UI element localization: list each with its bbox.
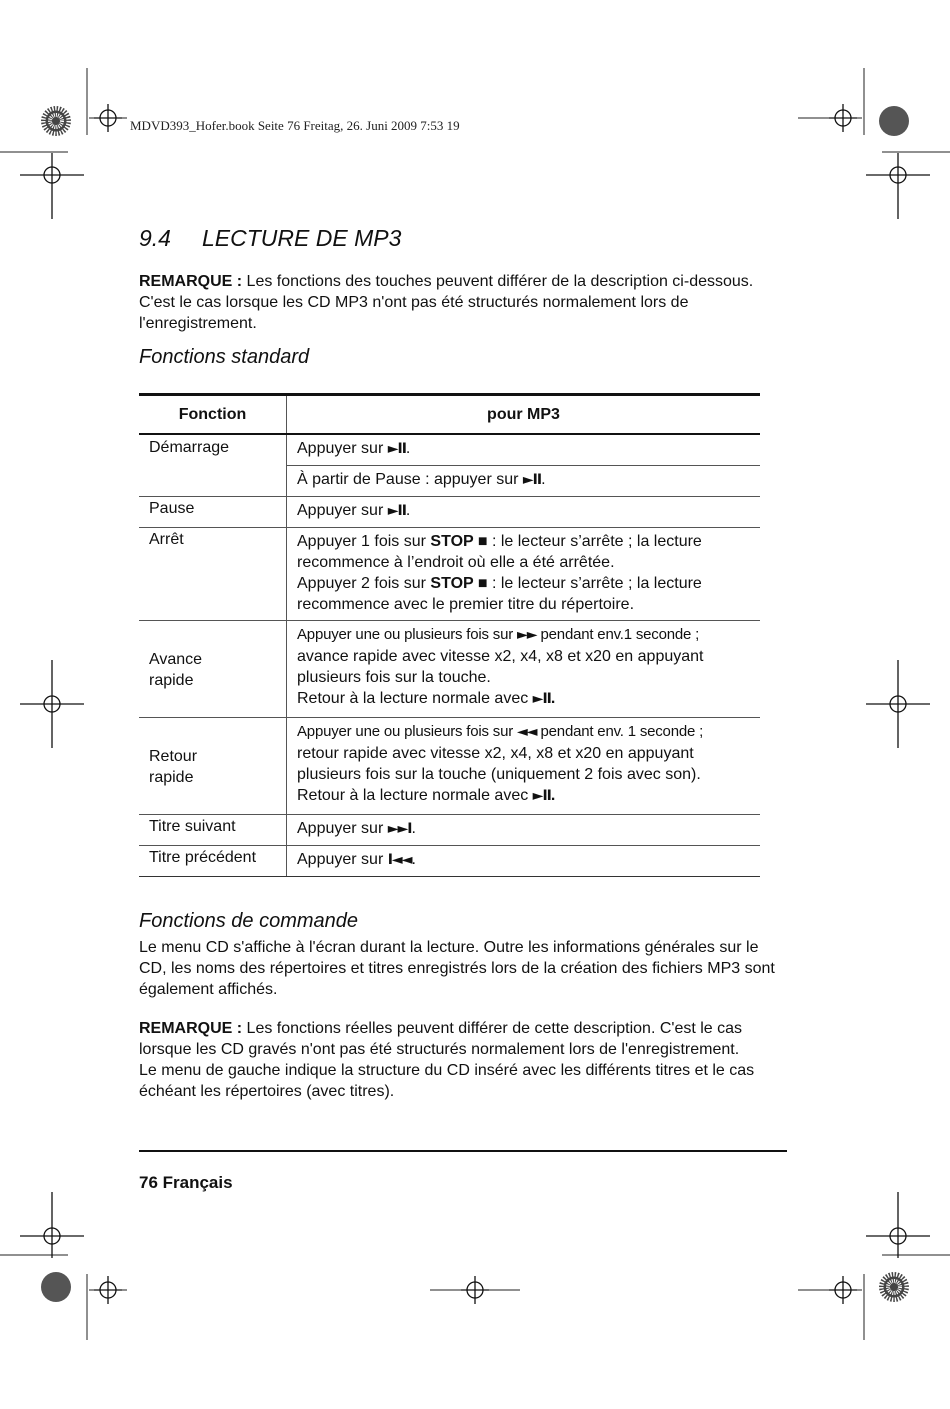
subheading-commande: Fonctions de commande [139,910,359,932]
section-title-text: LECTURE DE MP3 [202,225,402,251]
column-header-function: Fonction [139,395,287,435]
table-row [139,846,760,877]
page-footer: 76 Français [139,1173,233,1192]
subheading-standard: Fonctions standard [139,346,310,368]
cell-description: Appuyer une ou plusieurs fois sur ◄◄ pendant env. 1 seconde ; retour rapide avec vitesse x2, x4, x8 et x20 en appuyant plusieurs fois sur la touche (uniquement 2 fois avec son). Retour à la lecture normale avec ►II. [287,718,761,815]
function-label: Démarrage [149,439,230,456]
note-text: Les fonctions des touches peuvent différer de la description ci-dessous. [242,273,754,290]
footer-rule [139,1150,787,1152]
note-remarque-2: REMARQUE : Les fonctions réelles peuvent différer de cette description. C'est le cas lorsque les CD gravés n'ont pas été structurés normalement lors de l'enregistrement. Le menu de gauche indique la structure du CD inséré avec les différents titres et le cas échéant les répertoires (avec titres). [139,1020,755,1100]
note-text: l'enregistrement. [139,315,257,332]
paragraph-commande: Le menu CD s'affiche à l'écran durant la lecture. Outre les informations générales sur le CD, les noms des répertoires et titres enregistrés lors de la création des fichiers MP3 sont également affichés. [139,939,775,998]
play-pause-icon: ►II [387,503,406,519]
cell-function: Titre précédent [139,846,287,877]
table-row [139,815,760,846]
cell-function: Retour rapide [139,718,287,815]
table-row [139,434,760,466]
note-remarque-1 [139,271,789,334]
play-pause-icon: ►II [532,788,551,804]
table-row [139,718,760,815]
next-track-icon: ►►I [387,821,412,837]
cell-description: Appuyer sur ►►I. [287,815,761,846]
previous-track-icon: I◄◄ [387,852,412,868]
note-label: REMARQUE : [139,1020,243,1037]
note-text: C'est le cas lorsque les CD MP3 n'ont pas été structurés normalement lors de [139,294,689,311]
table-row [139,497,760,528]
book-header-line: MDVD393_Hofer.book Seite 76 Freitag, 26. Juni 2009 7:53 19 [130,118,460,133]
section-title [139,225,401,252]
stop-label: STOP ■ [430,575,488,592]
cell-description: Appuyer 1 fois sur STOP ■ : le lecteur s’arrête ; la lecture recommence à l’endroit où elle a été arrêtée. Appuyer 2 fois sur STOP ■ : le lecteur s’arrête ; la lecture recommence avec le premier titre du répertoire. [287,528,761,621]
cell-function: Avance rapide [139,621,287,718]
cell-description: Appuyer sur ►II. [287,497,761,528]
cell-description: Appuyer sur I◄◄. [287,846,761,877]
note-label: REMARQUE : [139,273,243,290]
play-pause-icon: ►II [532,691,551,707]
table-row [139,528,760,621]
section-number: 9.4 [139,225,171,251]
rewind-icon: ◄◄ [517,724,537,740]
cell-description: À partir de Pause : appuyer sur ►II. [287,466,761,497]
fast-forward-icon: ►► [517,627,537,643]
play-pause-icon: ►II [387,441,406,457]
column-header-mp3: pour MP3 [287,395,761,435]
cell-description: Appuyer une ou plusieurs fois sur ►► pendant env.1 seconde ; avance rapide avec vitesse x2, x4, x8 et x20 en appuyant plusieurs fois sur la touche. Retour à la lecture normale avec ►II. [287,621,761,718]
cell-function [139,434,287,497]
table-row [139,621,760,718]
cell-description: Appuyer sur ►II. [287,434,761,466]
functions-table [139,393,760,877]
cell-function: Titre suivant [139,815,287,846]
cell-function: Pause [139,497,287,528]
table-header-row [139,395,760,435]
cell-function: Arrêt [139,528,287,621]
stop-label: STOP ■ [430,533,488,550]
play-pause-icon: ►II [522,472,542,488]
